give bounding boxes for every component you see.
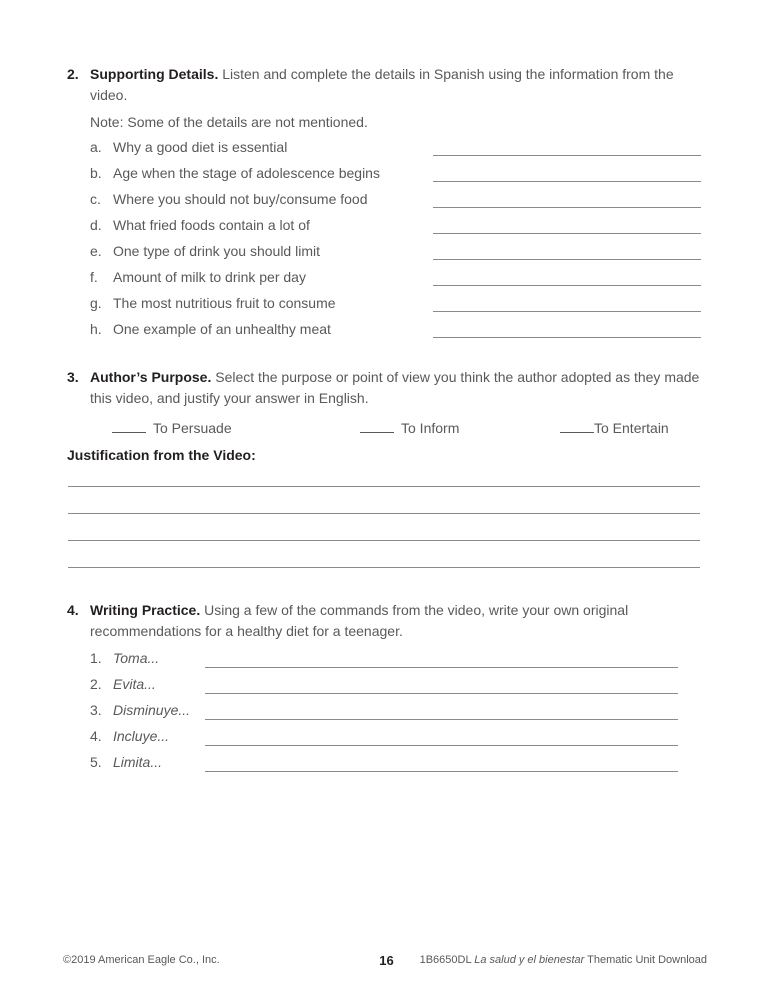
section2-title: Supporting Details. bbox=[90, 66, 219, 82]
doc-code: 1B6650DL bbox=[419, 954, 475, 966]
option-label: To Persuade bbox=[153, 420, 232, 436]
item-letter: c. bbox=[90, 191, 101, 207]
item-text: Amount of milk to drink per day bbox=[113, 269, 306, 285]
answer-blank-b[interactable] bbox=[433, 163, 701, 182]
list-item bbox=[90, 700, 701, 726]
section4-title: Writing Practice. bbox=[90, 602, 201, 618]
list-item bbox=[90, 293, 701, 319]
option-to-entertain bbox=[560, 417, 669, 439]
justification-label: Justification from the Video: bbox=[67, 447, 256, 463]
list-item bbox=[90, 241, 701, 267]
option-to-inform bbox=[360, 417, 459, 439]
list-item bbox=[90, 319, 701, 345]
list-item bbox=[90, 189, 701, 215]
writing-list bbox=[90, 648, 701, 778]
writing-line[interactable] bbox=[68, 466, 700, 487]
item-prompt: Disminuye... bbox=[113, 702, 191, 718]
detail-list bbox=[90, 137, 701, 345]
section2-note: Note: Some of the details are not mentioned. bbox=[90, 114, 368, 130]
list-item bbox=[90, 137, 701, 163]
checkbox-blank-persuade[interactable] bbox=[112, 417, 146, 433]
item-number: 3. bbox=[90, 702, 102, 718]
answer-blank-d[interactable] bbox=[433, 215, 701, 234]
item-number: 4. bbox=[90, 728, 102, 744]
item-text: Age when the stage of adolescence begins bbox=[113, 165, 380, 181]
item-letter: b. bbox=[90, 165, 102, 181]
doc-title: La salud y el bienestar bbox=[474, 954, 585, 966]
answer-blank-c[interactable] bbox=[433, 189, 701, 208]
writing-line[interactable] bbox=[68, 487, 700, 514]
writing-blank-2[interactable] bbox=[205, 674, 678, 694]
answer-blank-h[interactable] bbox=[433, 319, 701, 338]
writing-line[interactable] bbox=[68, 514, 700, 541]
option-label: To Entertain bbox=[594, 420, 669, 436]
list-item bbox=[90, 674, 701, 700]
list-item bbox=[90, 163, 701, 189]
page-footer bbox=[0, 950, 773, 972]
section2-number: 2. bbox=[67, 66, 79, 82]
item-letter: g. bbox=[90, 295, 102, 311]
writing-blank-5[interactable] bbox=[205, 752, 678, 772]
item-number: 1. bbox=[90, 650, 102, 666]
answer-blank-g[interactable] bbox=[433, 293, 701, 312]
list-item bbox=[90, 267, 701, 293]
section-authors-purpose bbox=[67, 367, 701, 568]
section3-instructions: Select the purpose or point of view you think the author adopted as they made this video, and justify your answer in English. bbox=[90, 369, 700, 406]
item-text: Where you should not buy/consume food bbox=[113, 191, 368, 207]
checkbox-blank-entertain[interactable] bbox=[560, 417, 594, 433]
item-letter: a. bbox=[90, 139, 102, 155]
page-content bbox=[67, 64, 701, 778]
item-text: Why a good diet is essential bbox=[113, 139, 288, 155]
list-item bbox=[90, 648, 701, 674]
section4-number: 4. bbox=[67, 602, 79, 618]
writing-line[interactable] bbox=[68, 541, 700, 568]
item-prompt: Evita... bbox=[113, 676, 156, 692]
item-letter: f. bbox=[90, 269, 98, 285]
writing-blank-3[interactable] bbox=[205, 700, 678, 720]
copyright-text: ©2019 American Eagle Co., Inc. bbox=[63, 954, 220, 966]
list-item bbox=[90, 215, 701, 241]
checkbox-blank-inform[interactable] bbox=[360, 417, 394, 433]
list-item bbox=[90, 726, 701, 752]
page-number: 16 bbox=[379, 953, 394, 968]
justification-lines bbox=[68, 466, 700, 568]
doc-suffix: Thematic Unit Download bbox=[584, 954, 707, 966]
answer-blank-f[interactable] bbox=[433, 267, 701, 286]
item-prompt: Toma... bbox=[113, 650, 160, 666]
section-writing-practice bbox=[67, 600, 701, 778]
item-number: 2. bbox=[90, 676, 102, 692]
document-reference bbox=[420, 950, 707, 971]
option-label: To Inform bbox=[401, 420, 460, 436]
item-prompt: Incluye... bbox=[113, 728, 170, 744]
list-item bbox=[90, 752, 701, 778]
item-letter: d. bbox=[90, 217, 102, 233]
writing-blank-4[interactable] bbox=[205, 726, 678, 746]
option-to-persuade bbox=[112, 417, 232, 439]
item-letter: e. bbox=[90, 243, 102, 259]
item-text: One type of drink you should limit bbox=[113, 243, 320, 259]
section3-number: 3. bbox=[67, 369, 79, 385]
item-text: What fried foods contain a lot of bbox=[113, 217, 310, 233]
item-letter: h. bbox=[90, 321, 102, 337]
item-text: The most nutritious fruit to consume bbox=[113, 295, 336, 311]
item-prompt: Limita... bbox=[113, 754, 163, 770]
section2-instructions: Listen and complete the details in Spanish using the information from the video. bbox=[90, 66, 674, 103]
answer-blank-a[interactable] bbox=[433, 137, 701, 156]
purpose-options bbox=[90, 417, 701, 439]
answer-blank-e[interactable] bbox=[433, 241, 701, 260]
item-text: One example of an unhealthy meat bbox=[113, 321, 331, 337]
section-supporting-details bbox=[67, 64, 701, 345]
writing-blank-1[interactable] bbox=[205, 648, 678, 668]
item-number: 5. bbox=[90, 754, 102, 770]
section3-title: Author’s Purpose. bbox=[90, 369, 212, 385]
section4-instructions: Using a few of the commands from the video, write your own original recommendations for a healthy diet for a teenager. bbox=[90, 602, 629, 639]
